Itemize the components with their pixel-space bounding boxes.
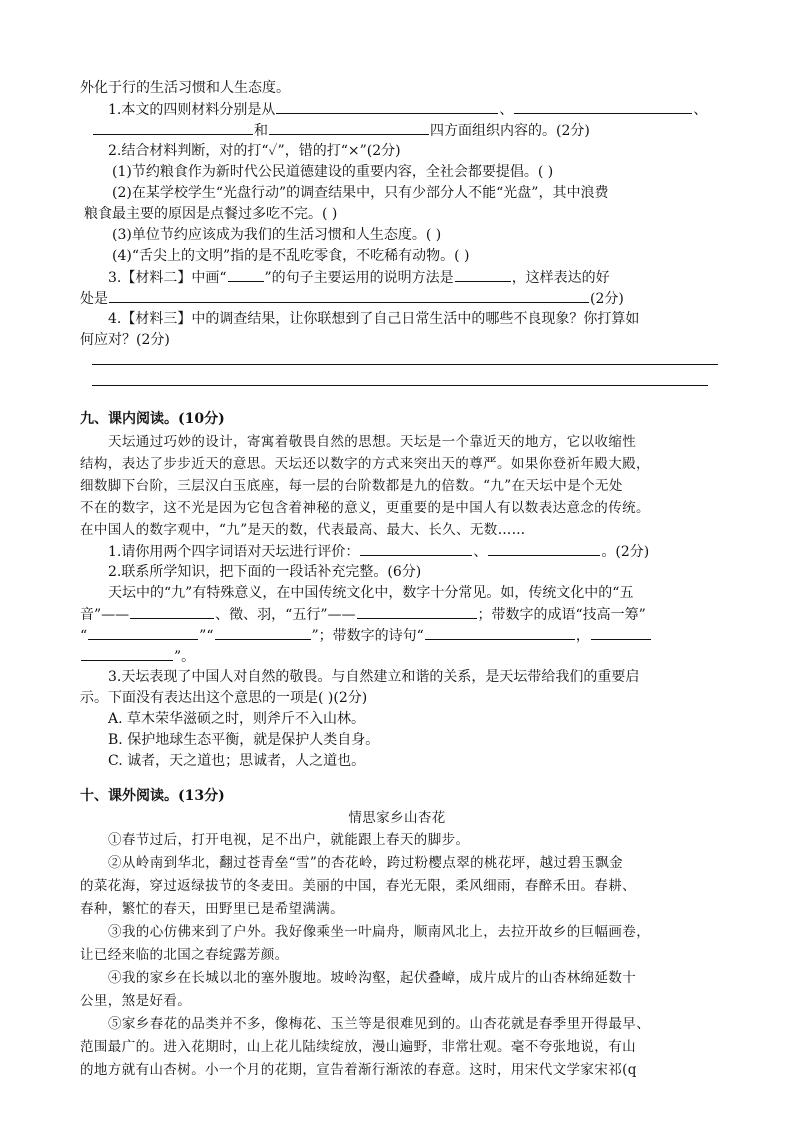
passage-line: 在中国人的数字观中，“九”是天的数，代表最高、最大、长久、无数……: [80, 522, 526, 538]
option-c[interactable]: C. 诚者，天之道也；思诚者，人之道也。: [108, 753, 366, 769]
answer-blank[interactable]: [228, 267, 264, 282]
passage-line: 公里，煞是好看。: [80, 993, 192, 1009]
passage-line: 让已经来临的北国之春绽露芳颜。: [80, 947, 289, 963]
option-b[interactable]: B. 保护地球生态平衡，就是保护人类自身。: [108, 732, 380, 748]
section-9-heading: 九、课内阅读。(10分): [80, 411, 225, 427]
fill-text: 、徵、羽，“五行”——: [215, 607, 356, 623]
question-text: 3.【材料二】中画“: [108, 270, 227, 286]
s9-question-3: 3.天坛表现了中国人对自然的敬畏。与自然建立和谐的关系，是天坛带给我们的重要启: [108, 669, 640, 685]
fill-line: 天坛中的“九”有特殊意义，在中国传统文化中，数字十分常见。如，传统文化中的“五: [108, 585, 634, 601]
fill-line: [80, 646, 720, 667]
answer-blank[interactable]: [215, 625, 311, 640]
question-3: [108, 267, 748, 288]
answer-blank[interactable]: [269, 120, 429, 135]
question-3-cont: [80, 288, 720, 309]
passage-line: 的地方就有山杏树。小一个月的花期，宣告着渐行渐浓的春意。这时，用宋代文学家宋祁(q: [80, 1062, 637, 1078]
question-1-cont: [92, 120, 732, 141]
section-10-heading: 十、课外阅读。(13分): [80, 788, 225, 804]
fill-text: ，: [575, 628, 590, 644]
question-2: 2.结合材料判断，对的打“✓”，错的打“×”(2分): [108, 143, 401, 159]
passage-line: ①春节过后，打开电视，足不出户，就能跟上春天的脚步。: [108, 832, 470, 848]
passage-line: 的菜花海，穿过返绿拔节的冬麦田。美丽的中国，春光无限，柔风细雨，春醉禾田。春耕、: [80, 878, 636, 894]
question-text: ，这样表达的好: [511, 270, 610, 286]
question-text: (2分): [590, 291, 624, 307]
passage-line: 范围最广的。进入花期时，山上花儿陆续绽放，漫山遍野，非常壮观。毫不夸张地说，有山: [80, 1039, 636, 1055]
passage-line: ④我的家乡在长城以北的塞外腹地。坡岭沟壑，起伏叠嶂，成片成片的山杏林绵延数十: [108, 970, 637, 986]
s9-question-1: [108, 541, 748, 562]
passage-line: 天坛通过巧妙的设计，寄寓着敬畏自然的思想。天坛是一个靠近天的地方，它以收缩性: [108, 434, 637, 450]
passage-line: 结构，表达了步步近天的意思。天坛还以数字的方式来突出天的尊严。如果你登祈年殿大殿，: [80, 456, 650, 472]
passage-line: 不在的数字，这不光是因为它包含着神秘的意义，更重要的是中国人有以数表达意念的传统。: [80, 500, 650, 516]
answer-blank[interactable]: [81, 646, 173, 661]
answer-blank[interactable]: [514, 99, 692, 114]
judge-item-2-cont: 粮食最主要的原因是点餐过多吃不完。( ): [84, 206, 338, 222]
option-a[interactable]: A. 草木荣华滋硕之时，则斧斤不入山林。: [108, 711, 366, 727]
fill-text: 音”——: [80, 607, 130, 623]
fill-text: ”。: [174, 649, 196, 665]
question-text: 处是: [80, 291, 108, 307]
question-1: 1.本文的四则材料分别是从 、 、: [108, 99, 748, 120]
judge-item-2: (2)在某学校学生“光盘行动”的调查结果中，只有少部分人不能“光盘”，其中浪费: [112, 185, 609, 201]
fill-text: ”“: [199, 628, 214, 644]
judge-item-3: (3)单位节约应该成为我们的生活习惯和人生态度。( ): [112, 227, 442, 243]
question-4: 4.【材料三】中的调查结果，让你联想到了自己日常生活中的哪些不良现象？你打算如: [108, 311, 640, 327]
passage-line: ⑤家乡春花的品类并不多，像梅花、玉兰等是很难见到的。山杏花就是春季里开得最早、: [108, 1016, 651, 1032]
passage-line: 春种，繁忙的春天，田野里已是希望满满。: [80, 901, 345, 917]
judge-item-4: (4)“舌尖上的文明”指的是不乱吃零食，不吃稀有动物。( ): [112, 248, 470, 264]
answer-blank[interactable]: [88, 625, 198, 640]
passage-line: ②从岭南到华北，翻过苍青垒“雪”的杏花岭，跨过粉樱点翠的桃花坪，越过碧玉飘金: [108, 855, 624, 871]
article-title: 情思家乡山杏花: [348, 810, 446, 826]
question-text: 1.本文的四则材料分别是从: [108, 102, 276, 118]
s9-question-3-cont: 示。下面没有表达出这个意思的一项是( )(2分): [80, 690, 368, 706]
answer-blank[interactable]: [455, 267, 511, 282]
passage-line: 细数脚下台阶，三层汉白玉底座，每一层的台阶数都是九的倍数。“九”在天坛中是个无处: [80, 478, 623, 494]
question-text: 和: [254, 123, 268, 139]
answer-blank[interactable]: [130, 604, 214, 619]
passage-line: ③我的心仿佛来到了户外。我好像乘坐一叶扁舟，顺南风北上，去拉开故乡的巨幅画卷，: [108, 924, 651, 940]
answer-blank[interactable]: [93, 120, 253, 135]
fill-text: “: [80, 628, 88, 644]
question-text: 、: [473, 544, 488, 560]
answer-blank[interactable]: [488, 541, 600, 556]
answer-blank[interactable]: [425, 625, 575, 640]
answer-blank[interactable]: [360, 541, 472, 556]
question-4-cont: 何应对？(2分): [80, 332, 170, 348]
judge-item-1: (1)节约粮食作为新时代公民道德建设的重要内容，全社会都要提倡。( ): [112, 164, 554, 180]
answer-line[interactable]: [92, 385, 708, 386]
answer-blank[interactable]: [357, 604, 477, 619]
fill-text: ；带数字的成语“技高一筹”: [477, 607, 646, 623]
answer-blank[interactable]: [109, 288, 589, 303]
question-text: 四方面组织内容的。(2分): [430, 123, 590, 139]
question-text: 1.请你用两个四字词语对天坛进行评价：: [108, 544, 360, 560]
answer-blank[interactable]: [276, 99, 498, 114]
fill-line: [80, 604, 720, 625]
question-text: ”的句子主要运用的说明方法是: [264, 270, 454, 286]
text-line: 外化于行的生活习惯和人生态度。: [80, 80, 290, 96]
s9-question-2: 2.联系所学知识，把下面的一段话补充完整。(6分): [108, 564, 422, 580]
fill-text: ”；带数字的诗句“: [311, 628, 424, 644]
fill-line: [80, 625, 720, 646]
question-text: 。(2分): [601, 544, 650, 560]
answer-line[interactable]: [92, 364, 718, 365]
answer-blank[interactable]: [591, 625, 651, 640]
